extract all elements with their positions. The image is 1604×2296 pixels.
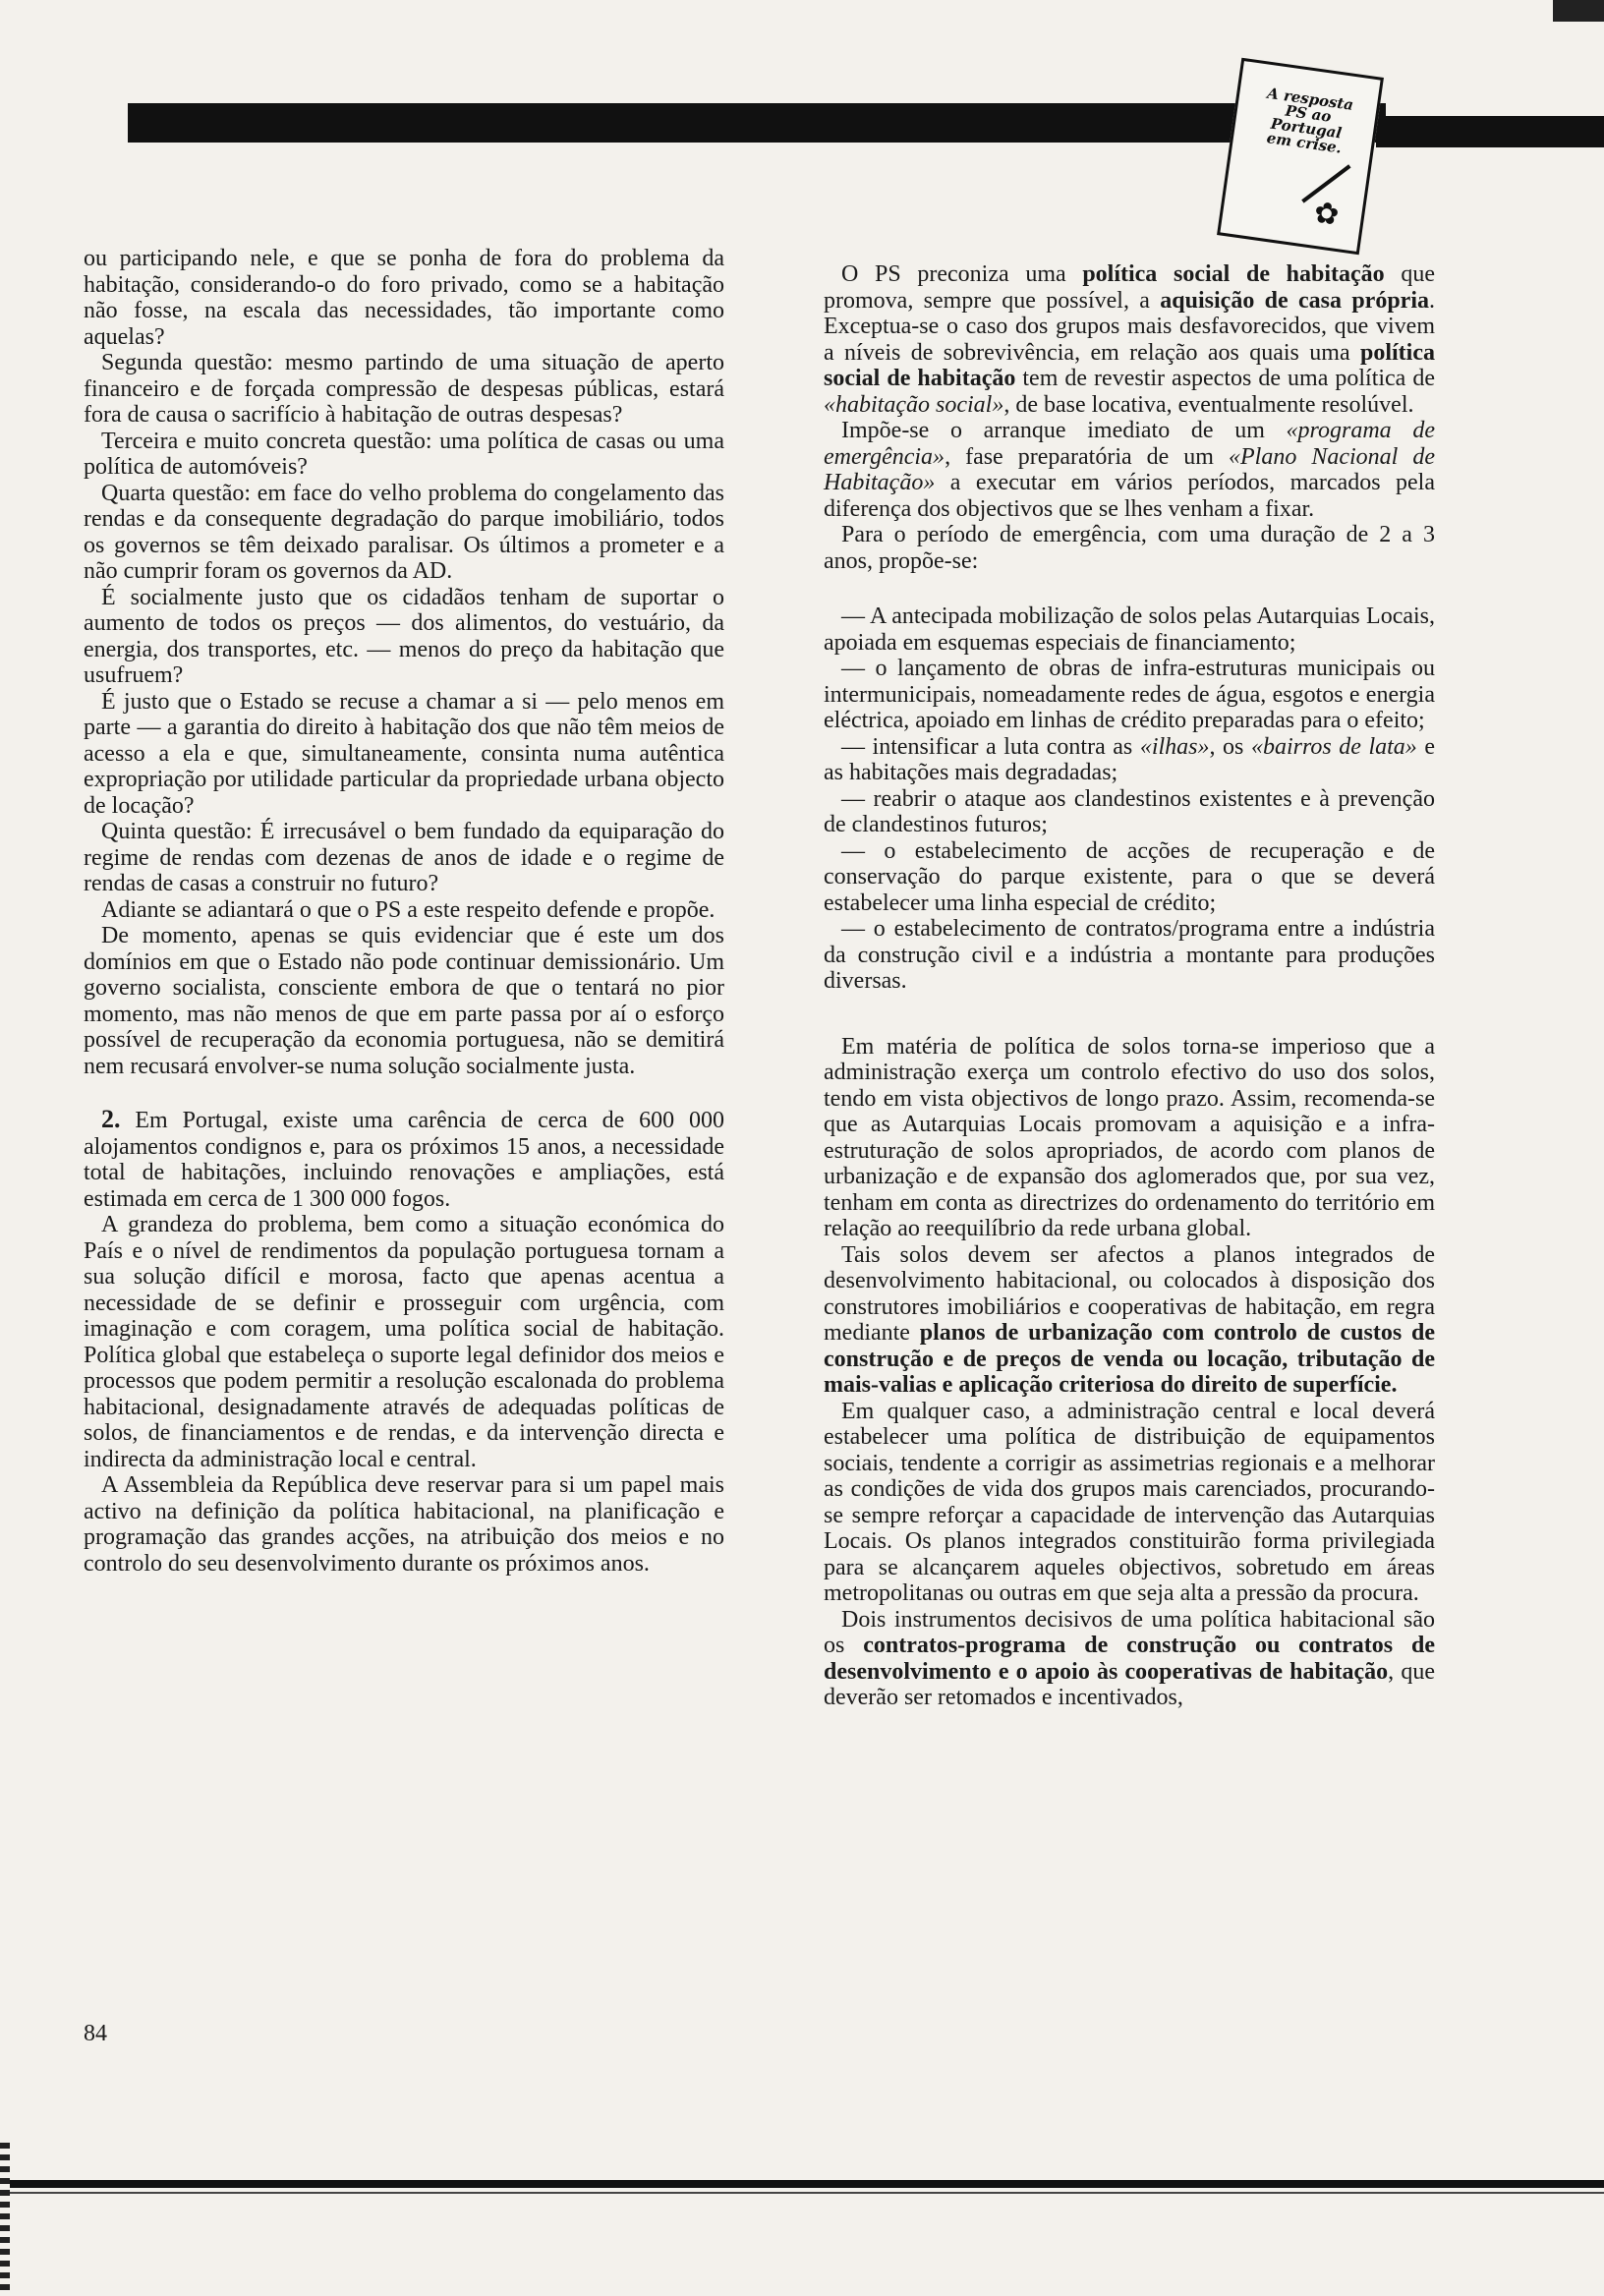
list-item: — o lançamento de obras de infra-estruturas municipais ou intermunicipais, nomeadamente redes de água, esgotos e energia eléctrica, apoiado em linhas de crédito preparadas para o efeito; (824, 656, 1435, 733)
text-run: tem de revestir aspectos de uma política de (1015, 366, 1435, 391)
text-run: , que deverão ser retomados e incentivados, (824, 1658, 1435, 1710)
header-banner (128, 103, 1386, 143)
bottom-rule-thin (10, 2192, 1604, 2194)
booklet-logo (1217, 58, 1384, 256)
booklet-title: A resposta PS ao Portugal em crise. (1265, 84, 1355, 157)
paragraph: Em qualquer caso, a administração central e local deverá estabelecer uma política de distribuição de equipamentos sociais, tendente a corrigir as assimetrias regionais e a melhorar as condições de vida dos grupos mais carenciados, procurando-se sempre reforçar a capacidade de intervenção das Autarquias Locais. Os planos integrados constituirão forma privilegiada para se alcançarem aqueles objectivos, sobretudo em áreas metropolitanas ou outras em que seja alta a pressão da procura. (824, 1398, 1435, 1606)
corner-mark (1553, 0, 1604, 22)
bottom-rule (10, 2180, 1604, 2188)
list-item: — o estabelecimento de contratos/programa entre a indústria da construção civil e a indústria a montante para produções diversas. (824, 916, 1435, 994)
bold-run: aquisição de casa própria (1160, 287, 1429, 314)
left-column (84, 246, 724, 1577)
text-run: Impõe-se o arranque imediato de um (841, 418, 1287, 443)
paragraph: Quarta questão: em face do velho problema do congelamento das rendas e da consequente degradação do parque imobiliário, todos os governos se têm deixado paralisar. Os últimos a prometer e a não cumprir foram os governos da AD. (84, 480, 724, 584)
emergency-measures-list (824, 603, 1435, 995)
paragraph: Adiante se adiantará o que o PS a este respeito defende e propõe. (101, 896, 716, 923)
text-run: Dois instrumentos decisivos de uma política habitacional são os (824, 1606, 1435, 1658)
paragraph: É justo que o Estado se recuse a chamar a si — pelo menos em parte — a garantia do direito à habitação dos que não têm meios de acesso a ela e que, simultaneamente, consinta numa autêntica expropriação por utilidade particular da propriedade urbana objecto de locação? (84, 688, 724, 819)
paragraph: É socialmente justo que os cidadãos tenham de suportar o aumento de todos os preços — dos alimentos, do vestuário, da energia, dos transportes, etc. — menos do preço da habitação que usufruem? (84, 584, 724, 688)
bold-run: contratos-programa de construção ou contratos de desenvolvimento e o apoio às cooperativas de habitação (824, 1633, 1435, 1685)
paragraph: Para o período de emergência, com uma duração de 2 a 3 anos, propõe-se: (824, 522, 1435, 574)
list-item: — o estabelecimento de acções de recuperação e de conservação do parque existente, para o que se deverá estabelecer uma linha especial de crédito; (824, 837, 1435, 916)
list-item (824, 734, 1435, 786)
italic-run: «habitação social» (824, 391, 1004, 418)
paragraph: Em matéria de política de solos torna-se imperioso que a administração exerça um controlo efectivo do uso dos solos, tendo em vista objectivos de longo prazo. Assim, recomenda-se que as Autarquias Locais promovam a aquisição e a infra-estruturação de solos apropriados, de acordo com planos de urbanização e de expansão dos aglomerados que, por sua vez, tenham em conta as directrizes do ordenamento do território em relação ao reequilíbrio da rede urbana global. (824, 1033, 1435, 1241)
binding-edge (0, 2143, 10, 2296)
italic-run: «Plano Nacional de Habitação» (824, 443, 1435, 495)
rose-icon: ✿ (1311, 195, 1342, 233)
text-run: e as habitações mais degradadas; (824, 733, 1436, 785)
text-run: — intensificar a luta contra as (841, 733, 1140, 760)
right-column (824, 261, 1435, 1711)
paragraph (824, 1607, 1435, 1711)
bold-run: planos de urbanização com controlo de custos de construção e de preços de venda ou locação, tributação de mais-valias e aplicação criteriosa do direito de superfície. (824, 1320, 1435, 1398)
bold-run: política social de habitação (1082, 261, 1385, 287)
list-item: — reabrir o ataque aos clandestinos existentes e à prevenção de clandestinos futuros; (824, 785, 1435, 837)
header-banner-right (1376, 116, 1604, 147)
bold-run: política social de habitação (824, 339, 1435, 391)
paragraph: Quinta questão: É irrecusável o bem fundado da equiparação do regime de rendas com dezenas de anos de idade e o regime de rendas de casas a construir no futuro? (84, 819, 724, 896)
text-run: O PS preconiza uma (841, 261, 1083, 287)
page-number: 84 (84, 2021, 107, 2046)
paragraph (824, 418, 1435, 522)
text-run: , os (1209, 733, 1251, 760)
paragraph: A Assembleia da República deve reservar para si um papel mais activo na definição da política habitacional, na planificação e programação das grandes acções, na atribuição dos meios e no controlo do seu desenvolvimento durante os próximos anos. (84, 1472, 724, 1577)
text-run: a executar em vários períodos, marcados pela diferença dos objectivos que se lhes venham a fixar. (824, 470, 1435, 522)
paragraph: Segunda questão: mesmo partindo de uma situação de aperto financeiro e de forçada compressão de despesas públicas, estará fora de causa o sacrifício à habitação de outras despesas? (84, 350, 724, 428)
paragraph: A grandeza do problema, bem como a situação económica do País e o nível de rendimentos da população portuguesa tornam a sua solução difícil e morosa, facto que apenas acentua a necessidade de se definir e prosseguir com urgência, com imaginação e com coragem, uma política social de habitação. Política global que estabeleça o suporte legal definidor dos meios e processos que podem permitir a resolução escalonada do problema habitacional, designadamente através de adequadas políticas de solos, de financiamentos e de rendas, e da intervenção directa e indirecta da administração local e central. (84, 1212, 724, 1472)
paragraph: ou participando nele, e que se ponha de fora do problema da habitação, considerando-o do foro privado, como se a habitação não fosse, na escala das necessidades, tão importante como aquelas? (84, 246, 724, 350)
text-run: que promova, sempre que possível, a (824, 261, 1435, 314)
text-run: , de base locativa, eventualmente resolúvel. (1003, 391, 1414, 418)
text-run: Tais solos devem ser afectos a planos integrados de desenvolvimento habitacional, ou colocados à disposição dos construtores imobiliários e cooperativas de habitação, em regra mediante (824, 1241, 1435, 1346)
paragraph: De momento, apenas se quis evidenciar que é este um dos domínios em que o Estado não pode continuar demissionário. Um governo socialista, consciente embora de que o tentará no pior momento, mas não menos de que em parte passa por aí o esforço possível de recuperação da economia portuguesa, não se demitirá nem recusará envolver-se numa solução socialmente justa. (84, 923, 724, 1079)
text-run: . Exceptua-se o caso dos grupos mais desfavorecidos, que vivem a níveis de sobrevivência, em relação aos quais uma (824, 287, 1435, 366)
italic-run: «bairros de lata» (1250, 733, 1417, 760)
section-2-intro (84, 1107, 724, 1212)
section-number: 2. (101, 1105, 121, 1133)
section-text: Em Portugal, existe uma carência de cerca de 600 000 alojamentos condignos e, para os próximos 15 anos, a necessidade total de habitações, incluindo renovações e ampliações, está estimada em cerca de 1 300 000 fogos. (84, 1108, 724, 1212)
paragraph: Terceira e muito concreta questão: uma política de casas ou uma política de automóveis? (84, 428, 724, 480)
paragraph (824, 261, 1435, 418)
text-run: , fase preparatória de um (945, 443, 1229, 470)
list-item: — A antecipada mobilização de solos pelas Autarquias Locais, apoiada em esquemas especiais de financiamento; (824, 603, 1435, 656)
italic-run: «programa de emergência» (824, 418, 1435, 470)
paragraph (824, 1242, 1435, 1399)
italic-run: «ilhas» (1139, 733, 1210, 760)
